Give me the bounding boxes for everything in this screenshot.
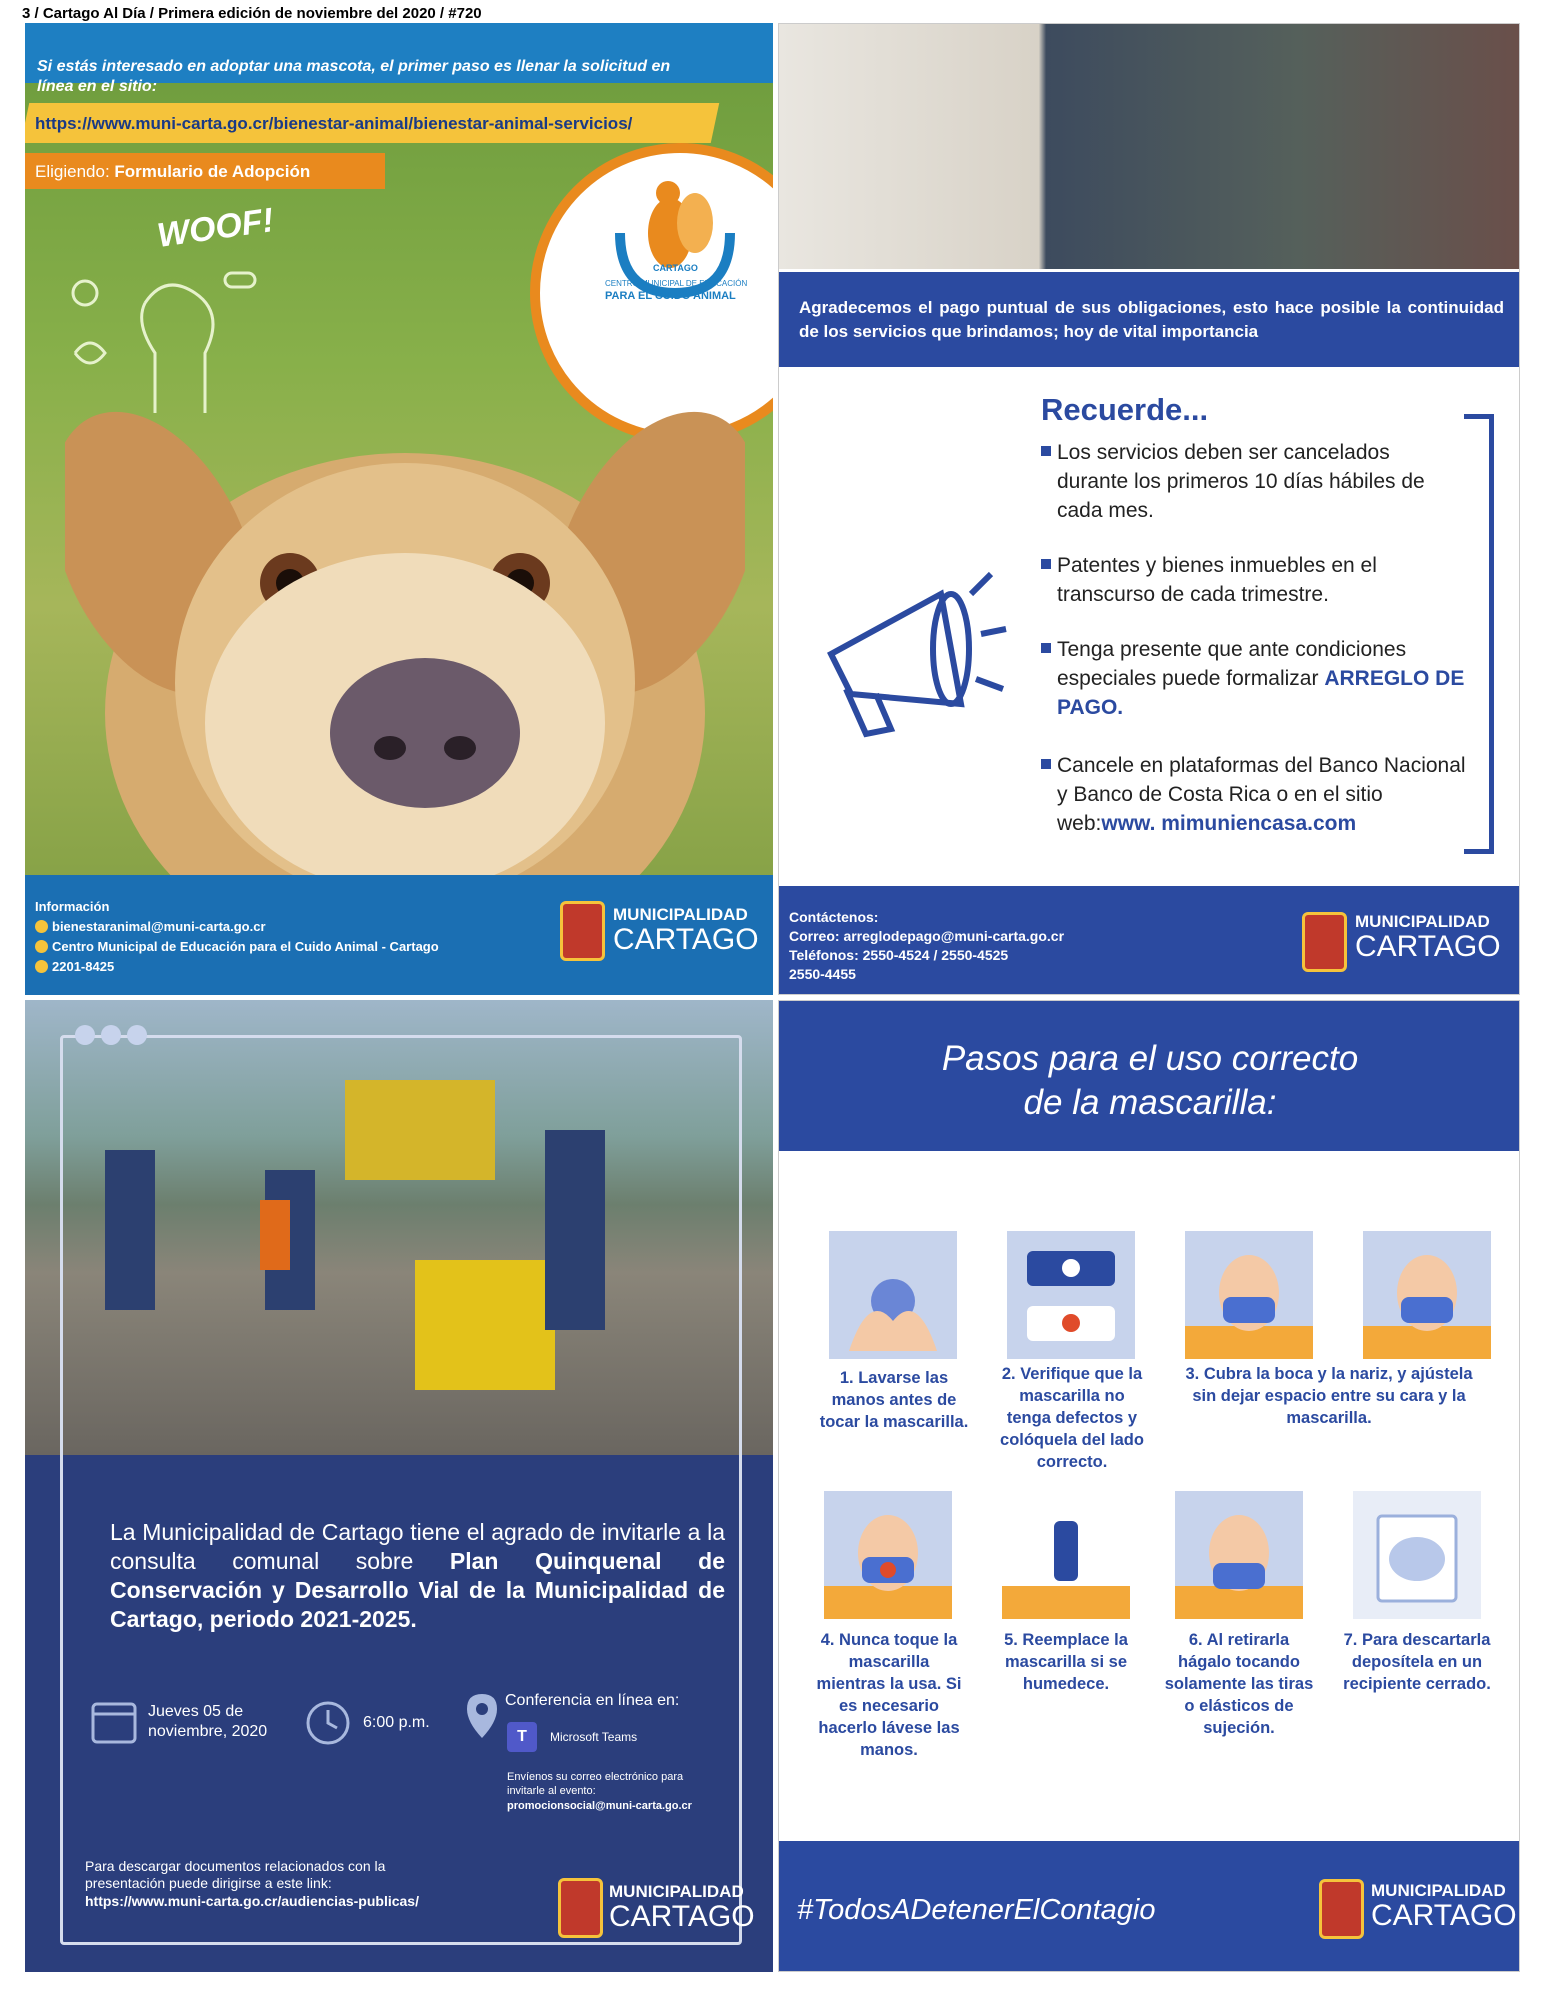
bullet-text-3: Tenga presente que ante condiciones especiales puede formalizar [1057, 638, 1407, 690]
select-label: Eligiendo: [35, 162, 110, 181]
contact-phone2: 2550-4455 [789, 966, 856, 982]
bullet-2 [1041, 559, 1051, 569]
thanks-text: Agradecemos el pago puntual de sus obligaciones, esto hace posible la continuidad de los servicios que brindamos; hoy de vital importancia [799, 298, 1504, 341]
download-note: Para descargar documentos relacionados con la presentación puede dirigirse a este link: [85, 1858, 386, 1891]
adoption-ad [25, 23, 773, 995]
title-line1: Pasos para el uso correcto [941, 1039, 1359, 1078]
adoption-intro: Si estás interesado en adoptar una mascota, el primer paso es llenar la solicitud en línea en el sitio: [37, 58, 671, 95]
woof-doodle: WOOF! [154, 201, 277, 255]
shield-icon [558, 1878, 603, 1938]
info-phone: 2201-8425 [52, 959, 115, 974]
shield-icon [1319, 1879, 1364, 1939]
step4-text: 4. Nunca toque la mascarilla mientras la usa. Si es necesario hacerlo lávese las manos. [816, 1631, 962, 1759]
web-link[interactable]: www. mimuniencasa.com [1101, 812, 1357, 835]
step7-image [1353, 1491, 1481, 1619]
info-facebook[interactable]: Centro Municipal de Educación para el Cuido Animal - Cartago [52, 939, 439, 954]
phone-icon [35, 960, 48, 973]
adoption-url[interactable]: https://www.muni-carta.go.cr/bienestar-animal/bienestar-animal-servicios/ [35, 114, 633, 133]
consult-plan: Plan Quinquenal de Conservación y Desarrollo Vial de la Municipalidad de Cartago, periodo 2021-2025. [110, 1548, 725, 1632]
step2-text: 2. Verifique que la mascarilla no tenga defectos y colóquela del lado correcto. [1000, 1365, 1144, 1471]
step5-text: 5. Reemplace la mascarilla si se humedece. [1004, 1631, 1128, 1693]
center-city: CARTAGO [653, 263, 698, 273]
title-line2: de la mascarilla: [1023, 1083, 1277, 1122]
step5-image [1002, 1491, 1130, 1619]
step1-image [829, 1231, 957, 1359]
info-title: Información [35, 899, 110, 914]
bullet-1 [1041, 446, 1051, 456]
megaphone-icon [791, 554, 1011, 754]
facebook-icon [35, 940, 48, 953]
payment-ad [778, 23, 1520, 995]
step6-image [1175, 1491, 1303, 1619]
step3-text: 3. Cubra la boca y la nariz, y ajústela sin dejar espacio entre su cara y la mascarilla. [1185, 1365, 1473, 1427]
logo-line1: MUNICIPALIDAD [613, 905, 748, 924]
step6-text: 6. Al retirarla hágalo tocando solamente las tiras o elásticos de sujeción. [1164, 1631, 1314, 1737]
logo-line1: MUNICIPALIDAD [1371, 1881, 1506, 1900]
dog-photo [65, 383, 745, 943]
bullet-text-1: Los servicios deben ser cancelados durante los primeros 10 días hábiles de cada mes. [1057, 441, 1425, 522]
dots-icon [75, 1025, 160, 1047]
step7-text: 7. Para descartarla deposítela en un recipiente cerrado. [1343, 1631, 1491, 1693]
contact-phones: Teléfonos: 2550-4524 / 2550-4525 [789, 947, 1009, 963]
shield-icon [560, 901, 605, 961]
download-url[interactable]: https://www.muni-carta.go.cr/audiencias-publicas/ [85, 1893, 419, 1909]
bullet-text-2: Patentes y bienes inmuebles en el transcurso de cada trimestre. [1057, 554, 1377, 606]
teams-label: Microsoft Teams [550, 1730, 638, 1744]
select-value: Formulario de Adopción [114, 162, 311, 181]
logo-line2: CARTAGO [1355, 930, 1501, 963]
hashtag[interactable]: #TodosADetenerElContagio [797, 1894, 1156, 1926]
info-email[interactable]: bienestaranimal@muni-carta.go.cr [52, 919, 266, 934]
logo-line2: CARTAGO [613, 923, 759, 956]
logo-line2: CARTAGO [609, 1900, 755, 1933]
mask-steps-ad [778, 1000, 1520, 1972]
calendar-icon [90, 1698, 138, 1746]
logo-line2: CARTAGO [1371, 1899, 1517, 1932]
logo-line1: MUNICIPALIDAD [1355, 912, 1490, 931]
event-date: Jueves 05 de noviembre, 2020 [148, 1703, 268, 1740]
step1-text: 1. Lavarse las manos antes de tocar la mascarilla. [819, 1369, 969, 1431]
arreglo-pago: ARREGLO DE PAGO. [1057, 667, 1465, 719]
step2-image [1007, 1231, 1135, 1359]
bullet-4 [1041, 759, 1051, 769]
event-time: 6:00 p.m. [363, 1714, 430, 1731]
consult-intro: La Municipalidad de Cartago tiene el agrado de invitarle a la consulta comunal sobre [110, 1519, 725, 1574]
handwash-collection-photo [779, 24, 1520, 269]
logo-line1: MUNICIPALIDAD [609, 1882, 744, 1901]
conference-title: Conferencia en línea en: [505, 1692, 680, 1709]
step4-image [824, 1491, 952, 1619]
clock-icon [305, 1700, 351, 1746]
email-icon [35, 920, 48, 933]
center-line1: CENTRO MUNICIPAL DE EDUCACIÓN [605, 279, 748, 288]
bullet-3 [1041, 643, 1051, 653]
remember-title: Recuerde... [1041, 392, 1209, 427]
consultation-ad [25, 1000, 773, 1972]
bullet-text-4: Cancele en plataformas del Banco Nacional y Banco de Costa Rica o en el sitio web: [1057, 754, 1466, 835]
promo-email[interactable]: promocionsocial@muni-carta.go.cr [507, 1800, 692, 1812]
contact-title: Contáctenos: [789, 909, 879, 925]
teams-icon: T [507, 1722, 537, 1752]
contact-email[interactable]: Correo: arreglodepago@muni-carta.go.cr [789, 928, 1065, 944]
step3a-image [1185, 1231, 1313, 1359]
shield-icon [1302, 912, 1347, 972]
page-header: 3 / Cartago Al Día / Primera edición de noviembre del 2020 / #720 [22, 5, 482, 22]
send-email-note: Envíenos su correo electrónico para invitarle al evento: [507, 1771, 684, 1797]
center-line2: PARA EL CUIDO ANIMAL [605, 290, 736, 302]
location-icon [465, 1692, 499, 1740]
step3b-image [1363, 1231, 1491, 1359]
